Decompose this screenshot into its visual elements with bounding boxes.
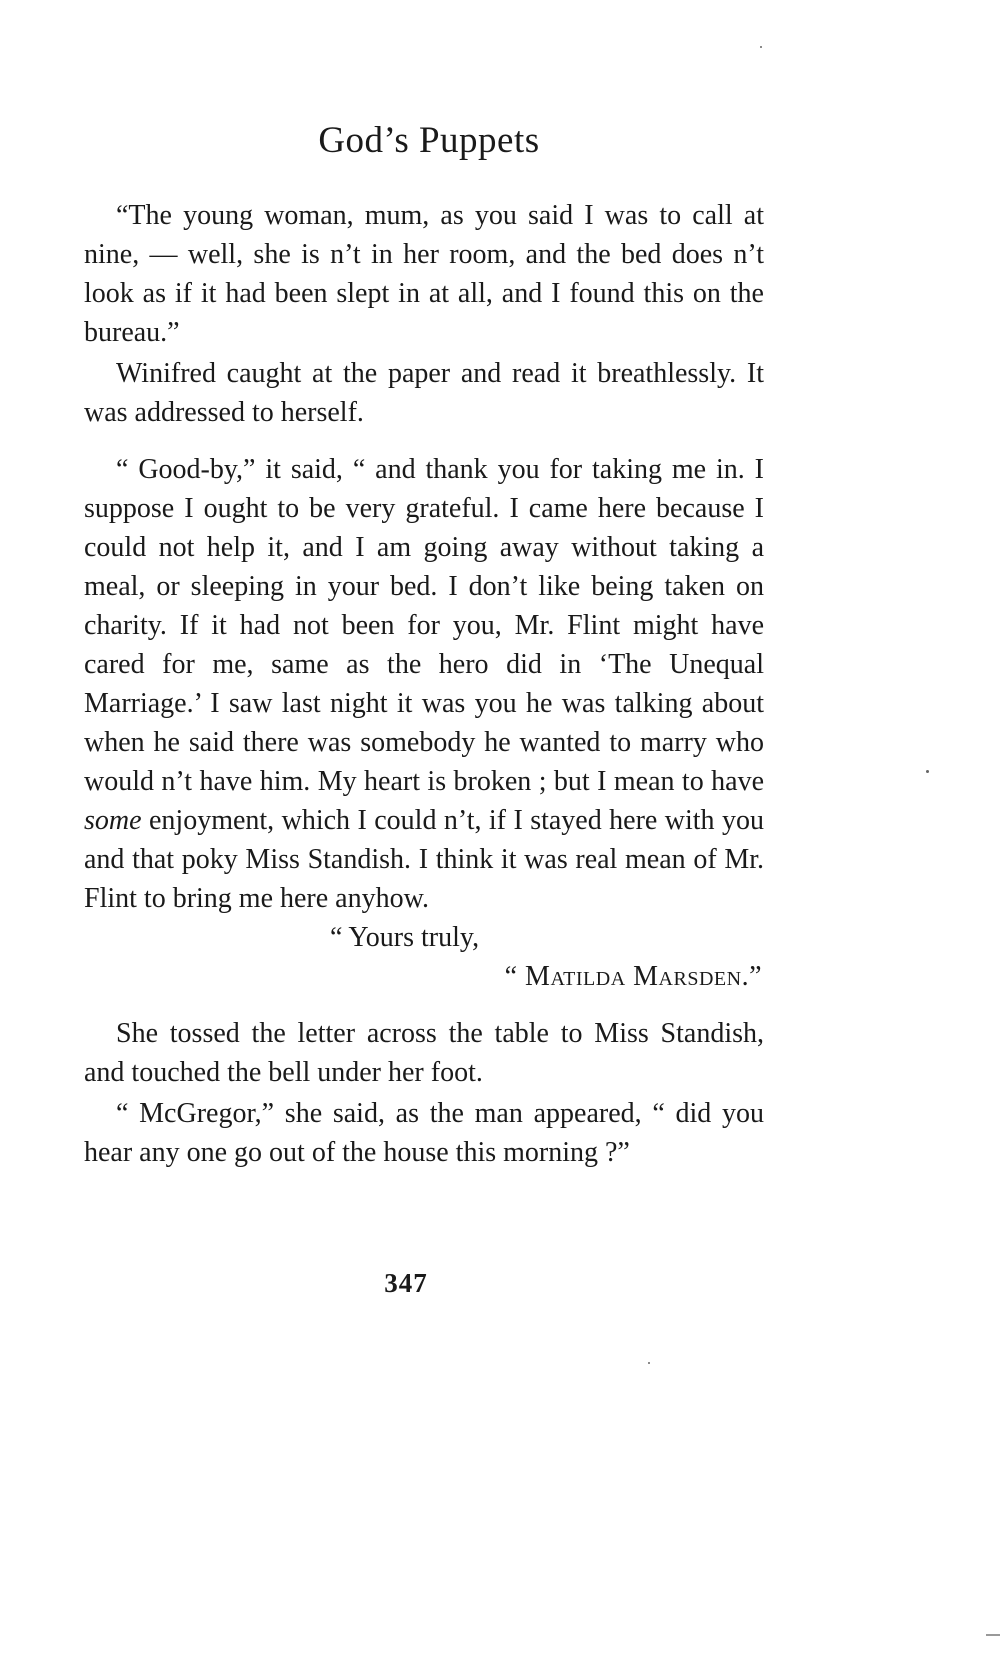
edge-mark (986, 1634, 1000, 1636)
body-text (84, 196, 764, 1172)
paper-speck (760, 46, 762, 48)
paragraph-servant-report: “The young woman, mum, as you said I was to call at nine, — well, she is n’t in her room, and the bed does n’t look as if it had been slept in at all, and I found this on the bureau.” (84, 200, 764, 348)
letter-text-part-2: enjoyment, which I could n’t, if I stayed here with you and that poky Miss Standish. I think it was real mean of Mr. Flint to bring me here anyhow. (84, 805, 764, 914)
letter-signature: “ Matilda Marsden.” (504, 961, 762, 992)
paper-speck (926, 770, 929, 773)
letter-emphasis: some (84, 805, 142, 836)
paper-speck (648, 1362, 650, 1364)
paragraph-letter-body (84, 450, 764, 918)
page-number: 347 (384, 1268, 428, 1298)
paragraph-tossed-letter: She tossed the letter across the table to Miss Standish, and touched the bell under her foot. (84, 1018, 764, 1088)
paragraph-winifred-reads: Winifred caught at the paper and read it breathlessly. It was addressed to herself. (84, 358, 764, 428)
running-head-title: God’s Puppets (318, 120, 540, 161)
letter-text-part-1: “ Good-by,” it said, “ and thank you for taking me in. I suppose I ought to be very grateful. I came here because I could not help it, and I am going away without taking a meal, or sleeping in your bed. I don’t like being taken on charity. If it had not been for you, Mr. Flint might have cared for me, same as the hero did in ‘The Unequal Marriage.’ I saw last night it was you he was talking about when he said there was somebody he wanted to marry who would n’t have him. My heart is broken ; but I mean to have (84, 454, 764, 797)
paragraph-mcgregor-question: “ McGregor,” she said, as the man appeared, “ did you hear any one go out of the house this morning ?” (84, 1098, 764, 1168)
letter-closing: “ Yours truly, (330, 922, 480, 953)
